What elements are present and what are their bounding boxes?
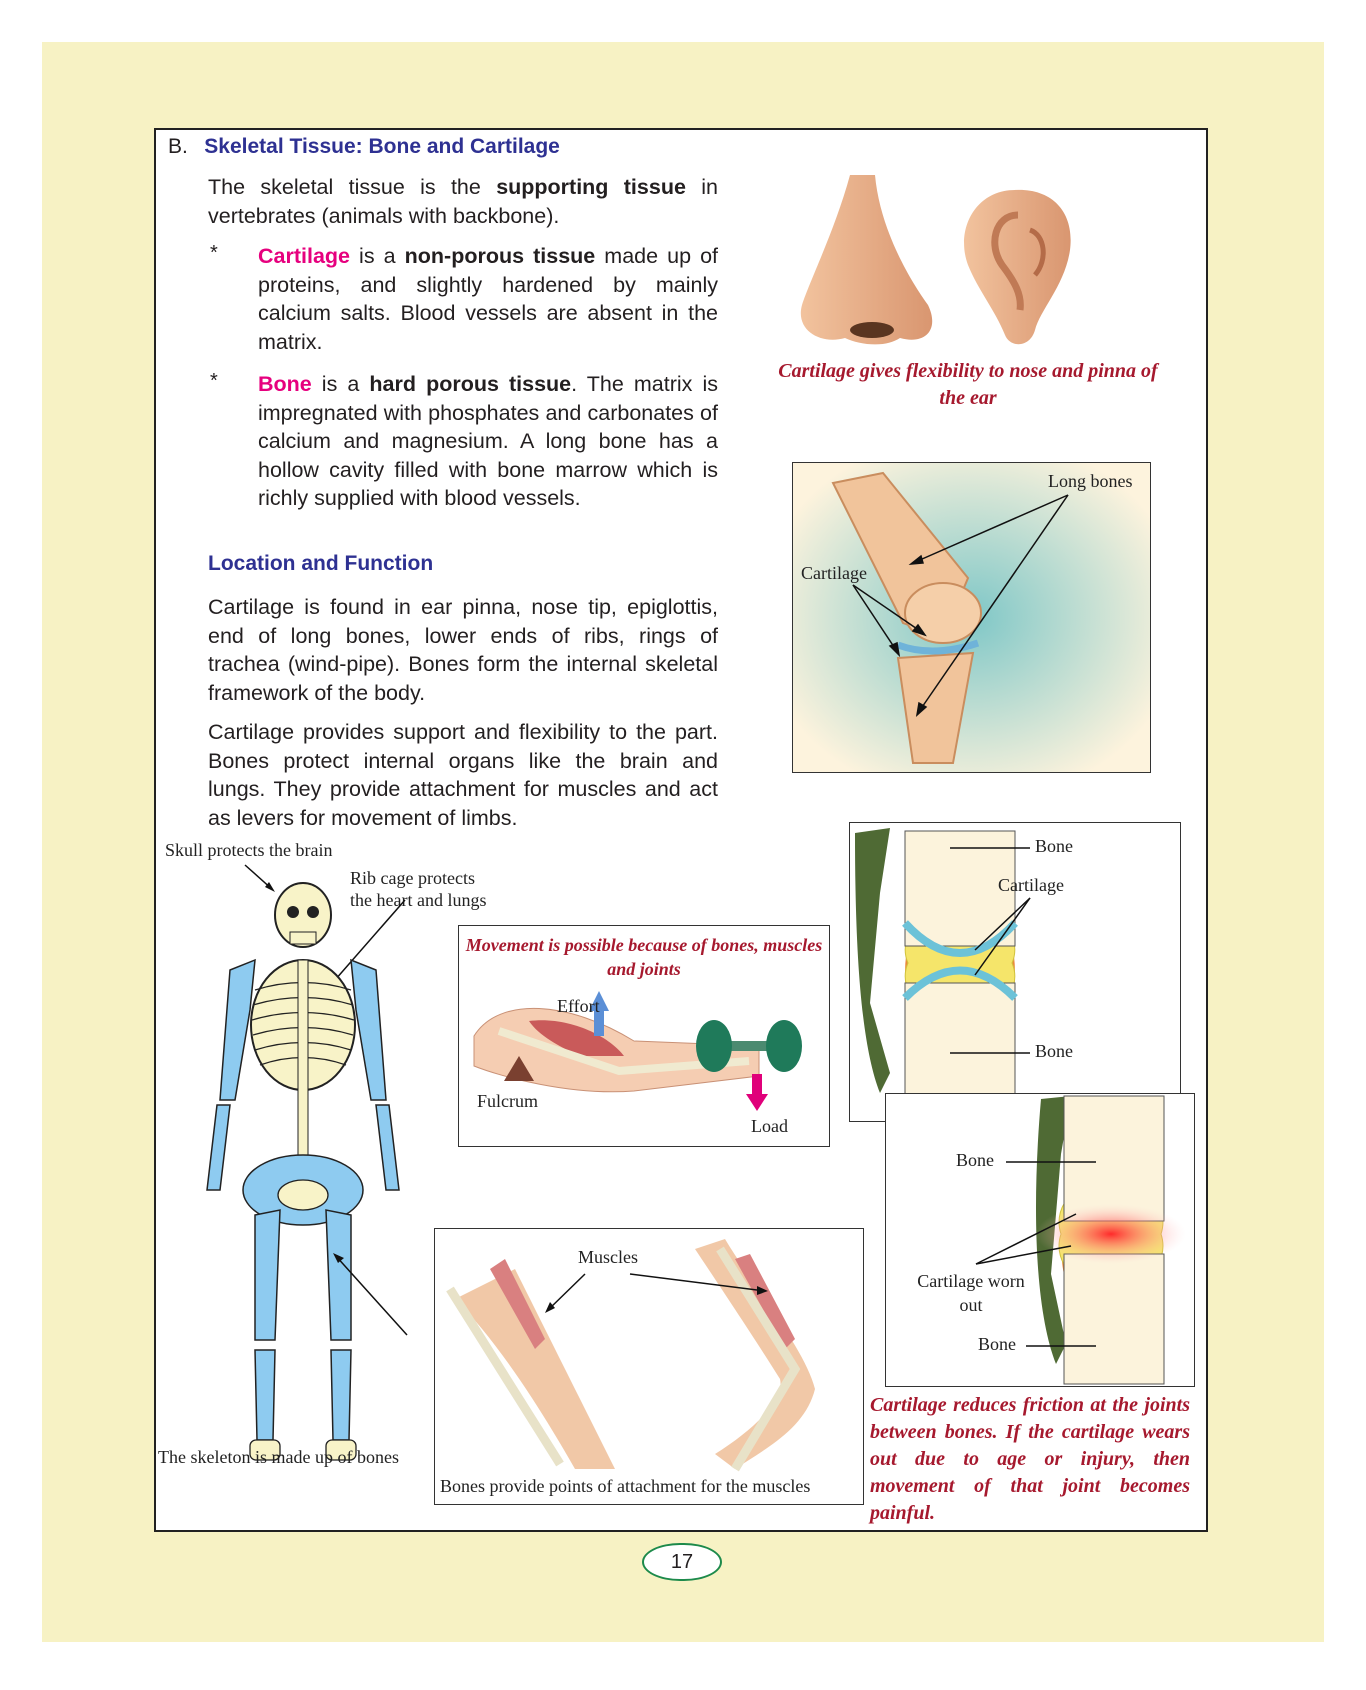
movement-figure — [458, 925, 830, 1147]
joint-healthy-figure — [849, 822, 1181, 1122]
nose-ear-caption: Cartilage gives flexibility to nose and pinna of the ear — [778, 360, 1158, 409]
label-muscles: Muscles — [578, 1247, 638, 1267]
term-cartilage: Cartilage — [258, 244, 351, 268]
nose-ear-illustration — [790, 170, 1090, 350]
movement-title: Movement is possible because of bones, muscles and joints — [465, 935, 823, 979]
label-long-bones: Long bones — [1048, 471, 1133, 491]
label-bone-bottom: Bone — [978, 1334, 1016, 1354]
term-bone: Bone — [258, 372, 312, 396]
intro-text-end: in vertebrates (animals with backbone). — [208, 175, 718, 228]
label-effort: Effort — [557, 996, 600, 1016]
section-heading — [168, 135, 560, 159]
section-title: Skeletal Tissue: Bone and Cartilage — [204, 135, 560, 158]
label-bone-top: Bone — [956, 1150, 994, 1170]
intro-paragraph — [208, 173, 718, 230]
arm-lever-illustration — [459, 926, 829, 1146]
muscles-figure — [434, 1228, 864, 1505]
skull — [275, 883, 331, 947]
label-bone-bottom: Bone — [1035, 1041, 1073, 1061]
label-cartilage: Cartilage — [801, 563, 867, 583]
label-load: Load — [751, 1116, 788, 1136]
muscles-caption: Bones provide points of attachment for the muscles — [440, 1476, 811, 1496]
skeleton-caption: The skeleton is made up of bones — [158, 1447, 399, 1467]
label-bone-top: Bone — [1035, 836, 1073, 856]
knee-arrows — [793, 463, 1150, 772]
skeleton-illustration — [155, 860, 435, 1480]
bullet-text: is a — [350, 244, 405, 268]
page-number: 17 — [642, 1543, 722, 1581]
joint-healthy-illustration — [850, 823, 1180, 1121]
friction-caption: Cartilage reduces friction at the joints between bones. If the cartilage wears out due to age or injury, then movement of that joint becomes painful. — [870, 1394, 1190, 1524]
joint-worn-illustration — [886, 1094, 1194, 1386]
leg-muscles-illustration — [435, 1229, 863, 1504]
load-arrow — [746, 1094, 768, 1111]
bullet-bold: non-porous tissue — [404, 244, 596, 268]
ear-image — [964, 190, 1071, 344]
label-cartilage-worn: Cartilage worn out — [917, 1271, 1025, 1315]
nose-image — [801, 175, 932, 344]
bullet-cartilage — [258, 242, 718, 356]
label-cartilage: Cartilage — [998, 875, 1064, 895]
bullet-text-rest: . The matrix is impregnated with phosphates and carbonates of calcium and magnesium. A long bone has a hollow cavity filled with bone marrow which is richly supplied with blood vessels. — [258, 372, 719, 510]
joint-worn-figure — [885, 1093, 1195, 1387]
label-fulcrum: Fulcrum — [477, 1091, 538, 1111]
location-para2: Cartilage provides support and flexibility to the part. Bones protect internal organs like the brain and lungs. They provide attachment for muscles and act as levers for movement of limbs. — [208, 720, 718, 830]
bullet-bone — [258, 370, 718, 513]
rib-cage — [251, 960, 355, 1160]
label-rib-cage: Rib cage protects the heart and lungs — [350, 868, 487, 910]
location-heading: Location and Function — [208, 552, 434, 575]
label-skull: Skull protects the brain — [165, 840, 333, 860]
section-letter: B. — [168, 135, 188, 158]
intro-text: The skeletal tissue is the — [208, 175, 497, 199]
bullet-text-rest: made up of proteins, and slightly hardened by mainly calcium salts. Blood vessels are absent in the matrix. — [258, 244, 719, 354]
knee-figure — [792, 462, 1151, 773]
bullet-star: * — [210, 370, 218, 392]
bullet-bold: hard porous tissue — [369, 372, 572, 396]
bullet-star: * — [210, 242, 218, 264]
location-para1: Cartilage is found in ear pinna, nose tip, epiglottis, end of long bones, lower ends of ribs, rings of trachea (wind-pipe). Bones form the internal skeletal framework of the body. — [208, 595, 718, 705]
bullet-text: is a — [311, 372, 370, 396]
intro-bold: supporting tissue — [496, 175, 686, 199]
